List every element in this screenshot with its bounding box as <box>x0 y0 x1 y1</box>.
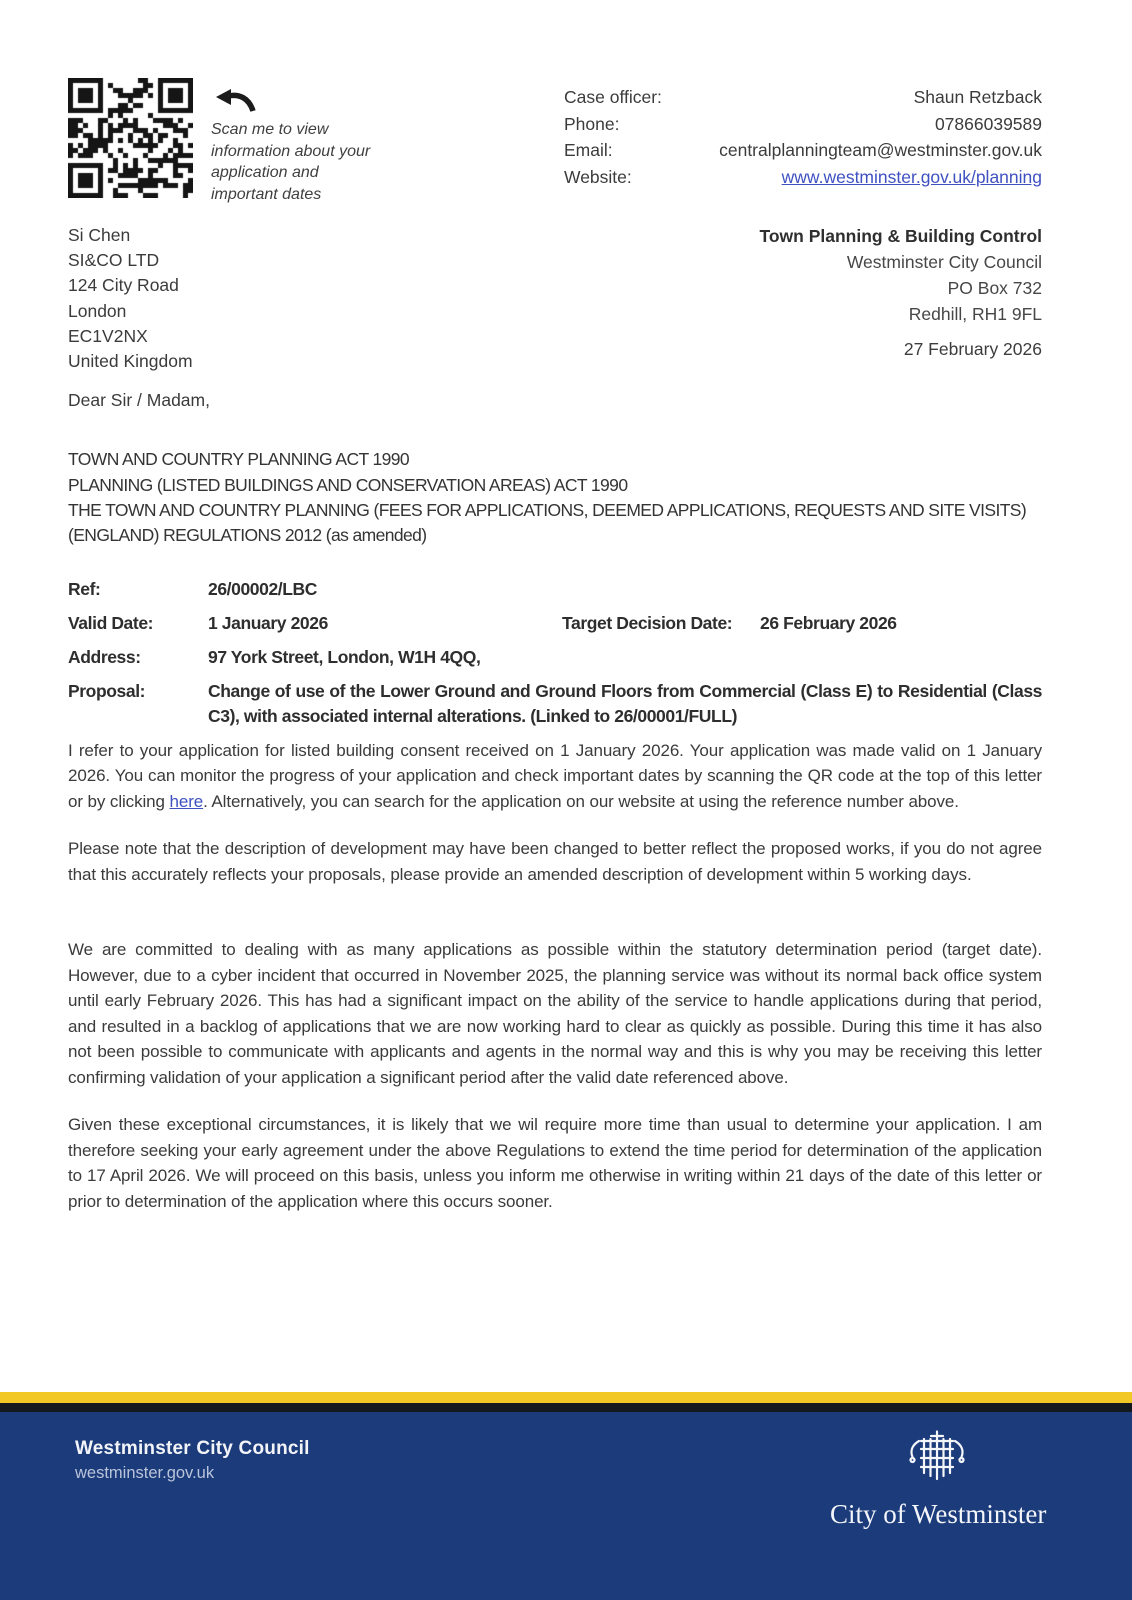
contact-row-phone <box>564 111 1042 138</box>
portcullis-crest-icon <box>905 1430 969 1488</box>
phone-value: 07866039589 <box>934 113 1042 134</box>
letter-date: 27 February 2026 <box>903 339 1042 359</box>
case-officer-label: Case officer: <box>564 87 662 107</box>
recipient-line: 124 City Road <box>68 275 179 296</box>
dates-row <box>68 611 1042 636</box>
footer-banner <box>0 1412 1132 1600</box>
footer-logo-block <box>830 1430 1047 1530</box>
sender-line: Redhill, RH1 9FL <box>908 304 1042 324</box>
phone-label: Phone: <box>564 113 620 134</box>
email-value: centralplanningteam@westminster.gov.uk <box>719 140 1042 160</box>
letter-header <box>68 78 1042 205</box>
proposal-row <box>68 679 1042 729</box>
qr-code <box>68 78 193 198</box>
site-address-value: 97 York Street, London, W1H 4QQ, <box>208 646 481 667</box>
paragraph-3: We are committed to dealing with as many applications as possible within the statutory determination period (target date). However, due to a cyber incident that occurred in November 2025, the planning service was without its normal back office system until early February 2026. This has had a significant impact on the ability of the service to handle applications during that period, and resulted in a backlog of applications that we are now working hard to clear as quickly as possible. During this time it has also not been possible to communicate with applicants and agents in the normal way and this is why you may be receiving this letter confirming validation of your application a significant period after the valid date referenced above. <box>68 940 1042 1087</box>
contact-row-email <box>564 137 1042 164</box>
legal-acts <box>68 447 1042 549</box>
recipient-address <box>68 223 193 374</box>
ref-label: Ref: <box>68 578 101 599</box>
qr-caption: Scan me to view information about your application and important dates <box>211 121 371 203</box>
contact-row-website <box>564 164 1042 191</box>
paragraph-1 <box>68 738 1042 815</box>
salutation: Dear Sir / Madam, <box>68 390 210 411</box>
paragraph-4: Given these exceptional circumstances, it is likely that we wil require more time than usual to determine your application. I am therefore seeking your early agreement under the above Regulations to extend the time period for determination of the application to 17 April 2026. We will proceed on this basis, unless you inform me otherwise in writing within 21 days of the date of this letter or prior to determination of the application where this occurs sooner. <box>68 1115 1042 1211</box>
reply-arrow-icon <box>215 88 257 113</box>
p1-text-after: . Alternatively, you can search for the application on our website at using the reference number above. <box>203 791 959 811</box>
target-date-label: Target Decision Date: <box>562 612 733 633</box>
address-row <box>68 645 1042 670</box>
act-line: TOWN AND COUNTRY PLANNING ACT 1990 <box>68 449 410 470</box>
department-name: Town Planning & Building Control <box>759 226 1042 246</box>
case-officer-value: Shaun Retzback <box>913 87 1042 107</box>
contact-row-case-officer <box>564 84 1042 111</box>
valid-date-label: Valid Date: <box>68 612 154 633</box>
recipient-line: United Kingdom <box>68 351 193 372</box>
qr-area <box>68 78 376 205</box>
footer-org-name: Westminster City Council <box>75 1438 310 1459</box>
act-line: PLANNING (LISTED BUILDINGS AND CONSERVATION AREAS) ACT 1990 <box>68 474 628 495</box>
footer-logo-text: City of Westminster <box>830 1499 1047 1529</box>
sender-address <box>759 223 1042 374</box>
contact-block <box>564 84 1042 190</box>
sender-line: PO Box 732 <box>947 278 1042 298</box>
p1-text-before: I refer to your application for listed building consent received on 1 January 2026. Your application was made valid on 1 January 2026. You can monitor the progress of your application and check important dates by scanning the QR code at the top of this letter or by clicking <box>68 740 1042 811</box>
paragraph-2: Please note that the description of development may have been changed to better reflect the proposed works, if you do not agree that this accurately reflects your proposals, please provide an amended description of development within 5 working days. <box>68 839 1042 884</box>
recipient-line: London <box>68 300 127 321</box>
act-line: (ENGLAND) REGULATIONS 2012 (as amended) <box>68 525 427 546</box>
recipient-line: SI&CO LTD <box>68 250 160 271</box>
footer-dark-stripe <box>0 1403 1132 1412</box>
footer-website: westminster.gov.uk <box>75 1464 215 1482</box>
recipient-line: Si Chen <box>68 225 131 245</box>
target-date-value: 26 February 2026 <box>760 612 897 633</box>
valid-date-value: 1 January 2026 <box>208 612 328 633</box>
ref-row <box>68 577 1042 602</box>
address-section <box>68 223 1042 374</box>
sender-line: Westminster City Council <box>846 252 1042 272</box>
act-line: THE TOWN AND COUNTRY PLANNING (FEES FOR APPLICATIONS, DEEMED APPLICATIONS, REQUESTS AND SITE VISITS) <box>68 500 1027 521</box>
reference-table <box>68 577 1042 729</box>
email-label: Email: <box>564 140 613 160</box>
here-link[interactable]: here <box>169 791 204 811</box>
proposal-label: Proposal: <box>68 680 146 701</box>
site-address-label: Address: <box>68 646 141 667</box>
footer <box>0 1392 1132 1600</box>
website-link[interactable]: www.westminster.gov.uk/planning <box>781 166 1042 187</box>
recipient-line: EC1V2NX <box>68 325 148 346</box>
website-label: Website: <box>564 166 632 187</box>
letter-content <box>68 0 1042 1236</box>
ref-value: 26/00002/LBC <box>208 578 318 599</box>
footer-yellow-stripe <box>0 1392 1132 1403</box>
proposal-value: Change of use of the Lower Ground and Ground Floors from Commercial (Class E) to Residential (Class C3), with associated internal alterations. (Linked to 26/00001/FULL) <box>208 680 1042 726</box>
qr-caption-block <box>211 78 376 205</box>
